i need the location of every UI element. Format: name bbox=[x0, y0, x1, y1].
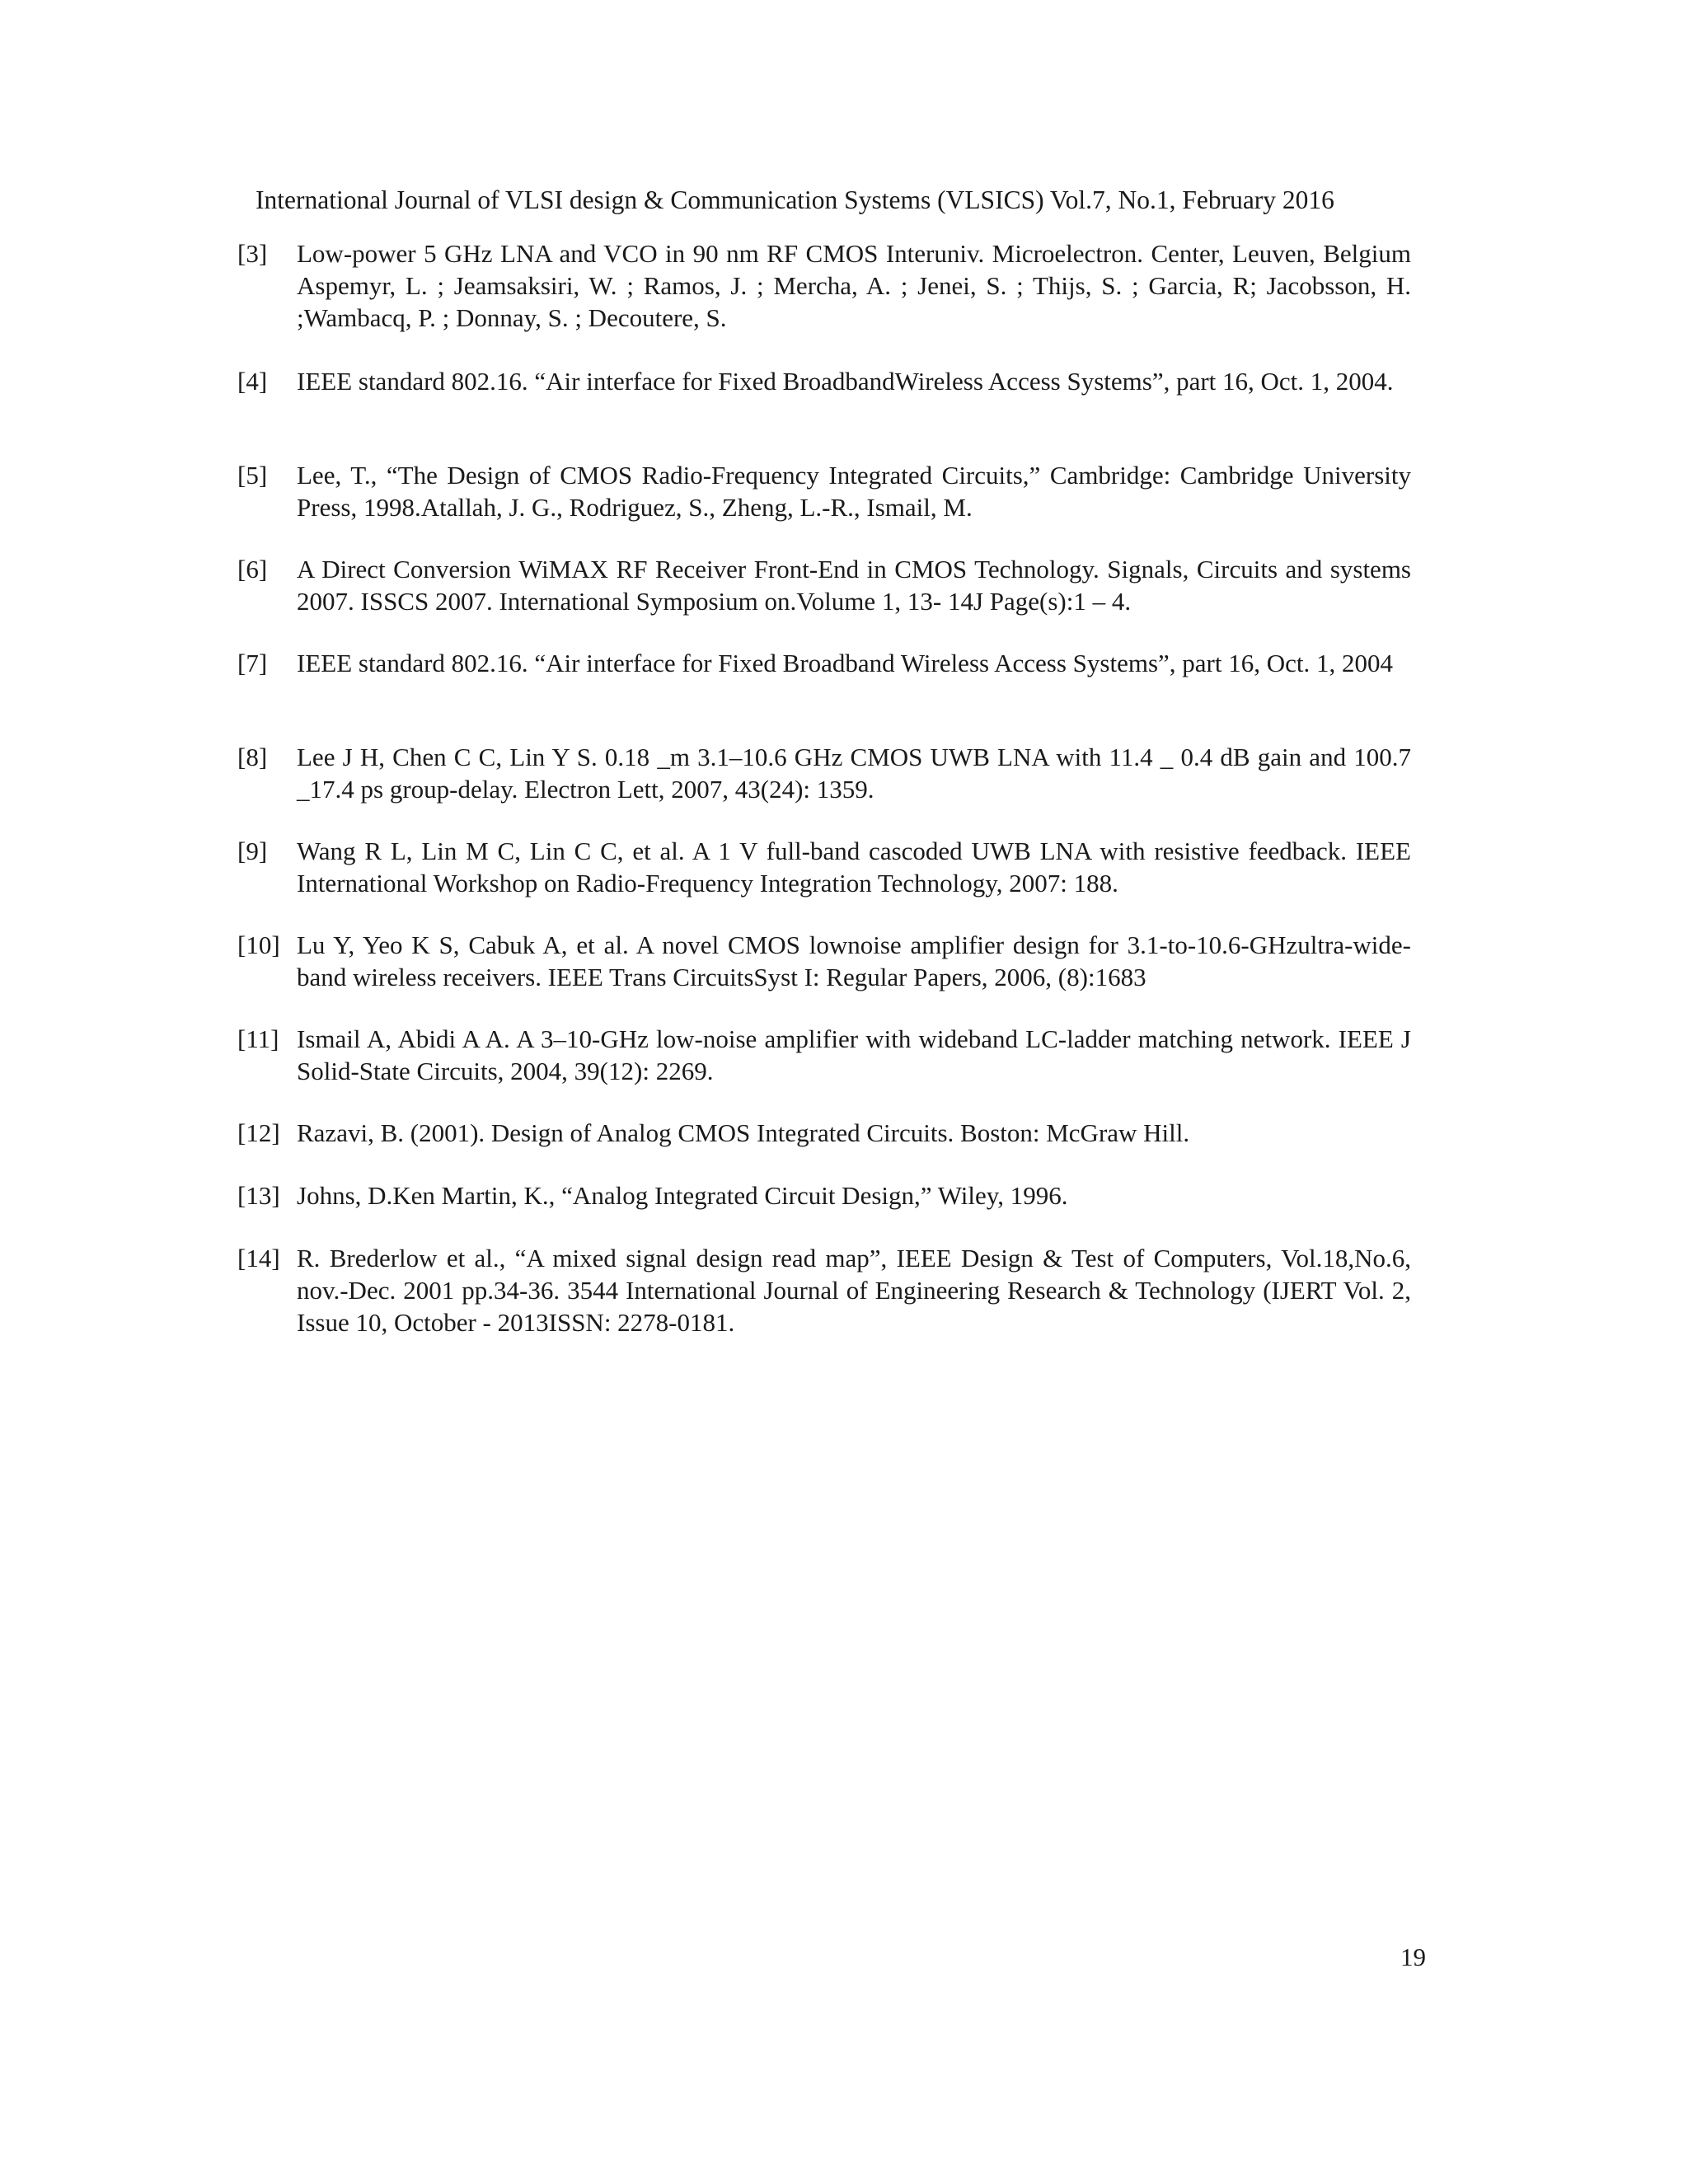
reference-item bbox=[237, 1179, 1411, 1212]
reference-item bbox=[237, 365, 1411, 397]
reference-item bbox=[237, 459, 1411, 523]
reference-number: [7] bbox=[237, 649, 268, 677]
reference-item bbox=[237, 647, 1411, 679]
reference-number: [5] bbox=[237, 461, 268, 490]
page-number: 19 bbox=[1400, 1943, 1426, 1971]
reference-item bbox=[237, 1242, 1411, 1338]
reference-text: A Direct Conversion WiMAX RF Receiver Front-End in CMOS Technology. Signals, Circuits and systems 2007. ISSCS 2007. International Symposium on.Volume 1, 13- 14J Page(s):1 – 4. bbox=[297, 555, 1411, 616]
reference-text: Wang R L, Lin M C, Lin C C, et al. A 1 V full-band cascoded UWB LNA with resistive feedback. IEEE International Workshop on Radio-Frequency Integration Technology, 2007: 188. bbox=[297, 837, 1411, 898]
reference-number: [6] bbox=[237, 555, 268, 583]
reference-text: Ismail A, Abidi A A. A 3–10-GHz low-noise amplifier with wideband LC-ladder matching network. IEEE J Solid-State Circuits, 2004, 39(12): 2269. bbox=[297, 1024, 1411, 1085]
reference-number: [10] bbox=[237, 930, 280, 959]
reference-text: IEEE standard 802.16. “Air interface for Fixed Broadband Wireless Access Systems”, part 16, Oct. 1, 2004 bbox=[297, 649, 1393, 677]
reference-number: [8] bbox=[237, 743, 268, 771]
reference-text: Razavi, B. (2001). Design of Analog CMOS Integrated Circuits. Boston: McGraw Hill. bbox=[297, 1118, 1190, 1147]
reference-number: [13] bbox=[237, 1181, 280, 1210]
reference-number: [14] bbox=[237, 1244, 280, 1272]
reference-number: [4] bbox=[237, 367, 268, 396]
journal-header: International Journal of VLSI design & Communication Systems (VLSICS) Vol.7, No.1, February 2016 bbox=[256, 185, 1334, 214]
reference-text: Lee J H, Chen C C, Lin Y S. 0.18 _m 3.1–10.6 GHz CMOS UWB LNA with 11.4 _ 0.4 dB gain and 100.7 _17.4 ps group-delay. Electron Lett, 2007, 43(24): 1359. bbox=[297, 743, 1411, 804]
reference-number: [11] bbox=[237, 1024, 279, 1053]
reference-number: [12] bbox=[237, 1118, 280, 1147]
reference-text: Lee, T., “The Design of CMOS Radio-Frequency Integrated Circuits,” Cambridge: Cambridge University Press, 1998.Atallah, J. G., Rodriguez, S., Zheng, L.-R., Ismail, M. bbox=[297, 461, 1411, 522]
reference-text: IEEE standard 802.16. “Air interface for Fixed BroadbandWireless Access Systems”, part 16, Oct. 1, 2004. bbox=[297, 367, 1394, 396]
reference-number: [3] bbox=[237, 239, 268, 268]
reference-text: Johns, D.Ken Martin, K., “Analog Integrated Circuit Design,” Wiley, 1996. bbox=[297, 1181, 1068, 1210]
reference-item bbox=[237, 237, 1411, 334]
reference-text: Lu Y, Yeo K S, Cabuk A, et al. A novel CMOS lownoise amplifier design for 3.1-to-10.6-GHzultra-wide- band wireless receivers. IEEE Trans CircuitsSyst I: Regular Papers, 2006, (8):1683 bbox=[297, 930, 1411, 991]
reference-item bbox=[237, 741, 1411, 805]
reference-number: [9] bbox=[237, 837, 268, 865]
reference-item bbox=[237, 553, 1411, 617]
reference-item bbox=[237, 1117, 1411, 1149]
reference-text: Low-power 5 GHz LNA and VCO in 90 nm RF CMOS Interuniv. Microelectron. Center, Leuven, Belgium Aspemyr, L. ; Jeamsaksiri, W. ; Ramos, J. ; Mercha, A. ; Jenei, S. ; Thijs, S. ; Garcia, R; Jacobsson, H. ;Wambacq, P. ; Donnay, S. ; Decoutere, S. bbox=[297, 239, 1411, 332]
reference-text: R. Brederlow et al., “A mixed signal design read map”, IEEE Design & Test of Computers, Vol.18,No.6, nov.-Dec. 2001 pp.34-36. 3544 International Journal of Engineering Research & Technology (IJERT Vol. 2, Issue 10, October - 2013ISSN: 2278-0181. bbox=[297, 1244, 1411, 1337]
reference-item bbox=[237, 929, 1411, 993]
reference-item bbox=[237, 835, 1411, 899]
reference-item bbox=[237, 1023, 1411, 1087]
